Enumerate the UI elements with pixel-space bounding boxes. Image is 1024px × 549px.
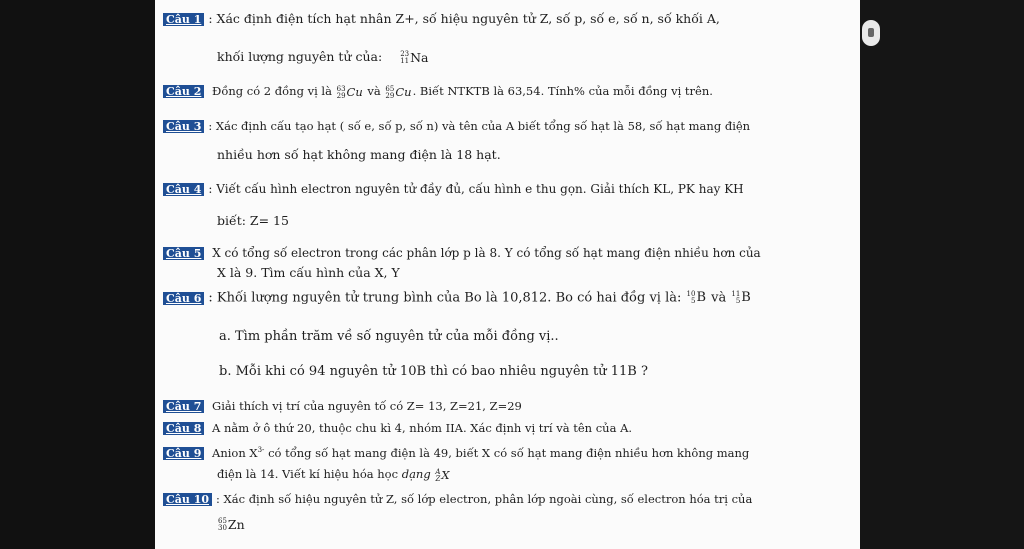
question-8 bbox=[163, 419, 632, 437]
question-label: Câu 1 bbox=[163, 13, 204, 26]
right-dark-margin bbox=[860, 0, 1024, 549]
question-6-part-b: b. Mỗi khi có 94 nguyên tử 10B thì có bao nhiêu nguyên tử 11B ? bbox=[219, 364, 648, 379]
left-dark-margin bbox=[0, 0, 155, 549]
question-6-part-a: a. Tìm phần trăm về số nguyên tử của mỗi đồng vị.. bbox=[219, 329, 559, 344]
nuclide-generic-x: A Z X bbox=[435, 468, 450, 483]
question-label: Câu 3 bbox=[163, 120, 204, 133]
question-label: Câu 9 bbox=[163, 447, 204, 460]
question-3 bbox=[163, 117, 750, 135]
question-label: Câu 4 bbox=[163, 183, 204, 196]
question-label: Câu 6 bbox=[163, 292, 204, 305]
question-text: : Xác định số hiệu nguyên tử Z, số lớp electron, phân lớp ngoài cùng, số electron hóa trị của bbox=[216, 492, 753, 506]
question-4-continued: biết: Z= 15 bbox=[217, 213, 289, 228]
lock-icon[interactable] bbox=[862, 20, 880, 46]
question-label: Câu 10 bbox=[163, 493, 212, 506]
question-4 bbox=[163, 180, 744, 198]
nuclide-zn: 65 30 Zn bbox=[218, 516, 245, 532]
question-text: Anion X bbox=[208, 445, 258, 460]
question-text: : Xác định điện tích hạt nhân Z+, số hiệu nguyên tử Z, số p, số e, số n, số khối A, bbox=[208, 11, 720, 26]
question-label: Câu 8 bbox=[163, 422, 204, 435]
question-label: Câu 7 bbox=[163, 400, 204, 413]
document-page bbox=[155, 0, 860, 549]
question-1-continued bbox=[217, 48, 430, 67]
question-5 bbox=[163, 244, 761, 262]
question-text: A nằm ở ô thứ 20, thuộc chu kì 4, nhóm IIA. Xác định vị trí và tên của A. bbox=[208, 421, 633, 435]
nuclide-na: 23 11 Na bbox=[400, 49, 429, 65]
question-9-continued: điện là 14. Viết kí hiệu hóa học dạng A Z X bbox=[217, 467, 450, 483]
question-9: Câu 9 Anion $X^{3-}$ có tổng số hạt mang điện là 49, biết X có số hạt mang điện nhiều hơn không mang bbox=[163, 441, 749, 462]
nuclide-b-11: 11 5 B bbox=[731, 289, 751, 305]
nuclide-b-10: 10 5 B bbox=[686, 289, 707, 305]
question-7 bbox=[163, 397, 522, 415]
question-10-continued bbox=[217, 515, 246, 534]
question-label: Câu 2 bbox=[163, 85, 204, 98]
question-2: Câu 2 Đồng có 2 đồng vị là 63 29 Cu và 65 29 Cu. Biết NTKTB là 63,54. Tính% của mỗi đồng vị trên. bbox=[163, 82, 713, 101]
nuclide-cu-63: 63 29 Cu bbox=[336, 85, 363, 100]
question-3-continued: nhiều hơn số hạt không mang điện là 18 hạt. bbox=[217, 147, 501, 162]
question-text: X có tổng số electron trong các phân lớp p là 8. Y có tổng số hạt mang điện nhiều hơn của bbox=[208, 246, 761, 260]
question-text: : Khối lượng nguyên tử trung bình của Bo là 10,812. Bo có hai đồg vị là: bbox=[208, 290, 686, 306]
question-10 bbox=[163, 490, 752, 508]
question-label: Câu 5 bbox=[163, 247, 204, 260]
question-1 bbox=[163, 10, 720, 28]
question-text: Đồng có 2 đồng vị là bbox=[208, 84, 336, 98]
question-text: Giải thích vị trí của nguyên tố có Z= 13, Z=21, Z=29 bbox=[208, 399, 522, 413]
question-text: : Viết cấu hình electron nguyên tử đầy đủ, cấu hình e thu gọn. Giải thích KL, PK hay KH bbox=[208, 182, 744, 196]
nuclide-cu-65: 65 29 Cu bbox=[385, 85, 412, 100]
question-text: : Xác định cấu tạo hạt ( số e, số p, số n) và tên của A biết tổng số hạt là 58, số hạt mang điện bbox=[208, 119, 751, 133]
question-5-continued: X là 9. Tìm cấu hình của X, Y bbox=[217, 265, 400, 280]
question-6: Câu 6 : Khối lượng nguyên tử trung bình của Bo là 10,812. Bo có hai đồg vị là: 10 5 B và 11 5 B bbox=[163, 289, 752, 308]
question-text: khối lượng nguyên tử của: bbox=[217, 49, 383, 64]
